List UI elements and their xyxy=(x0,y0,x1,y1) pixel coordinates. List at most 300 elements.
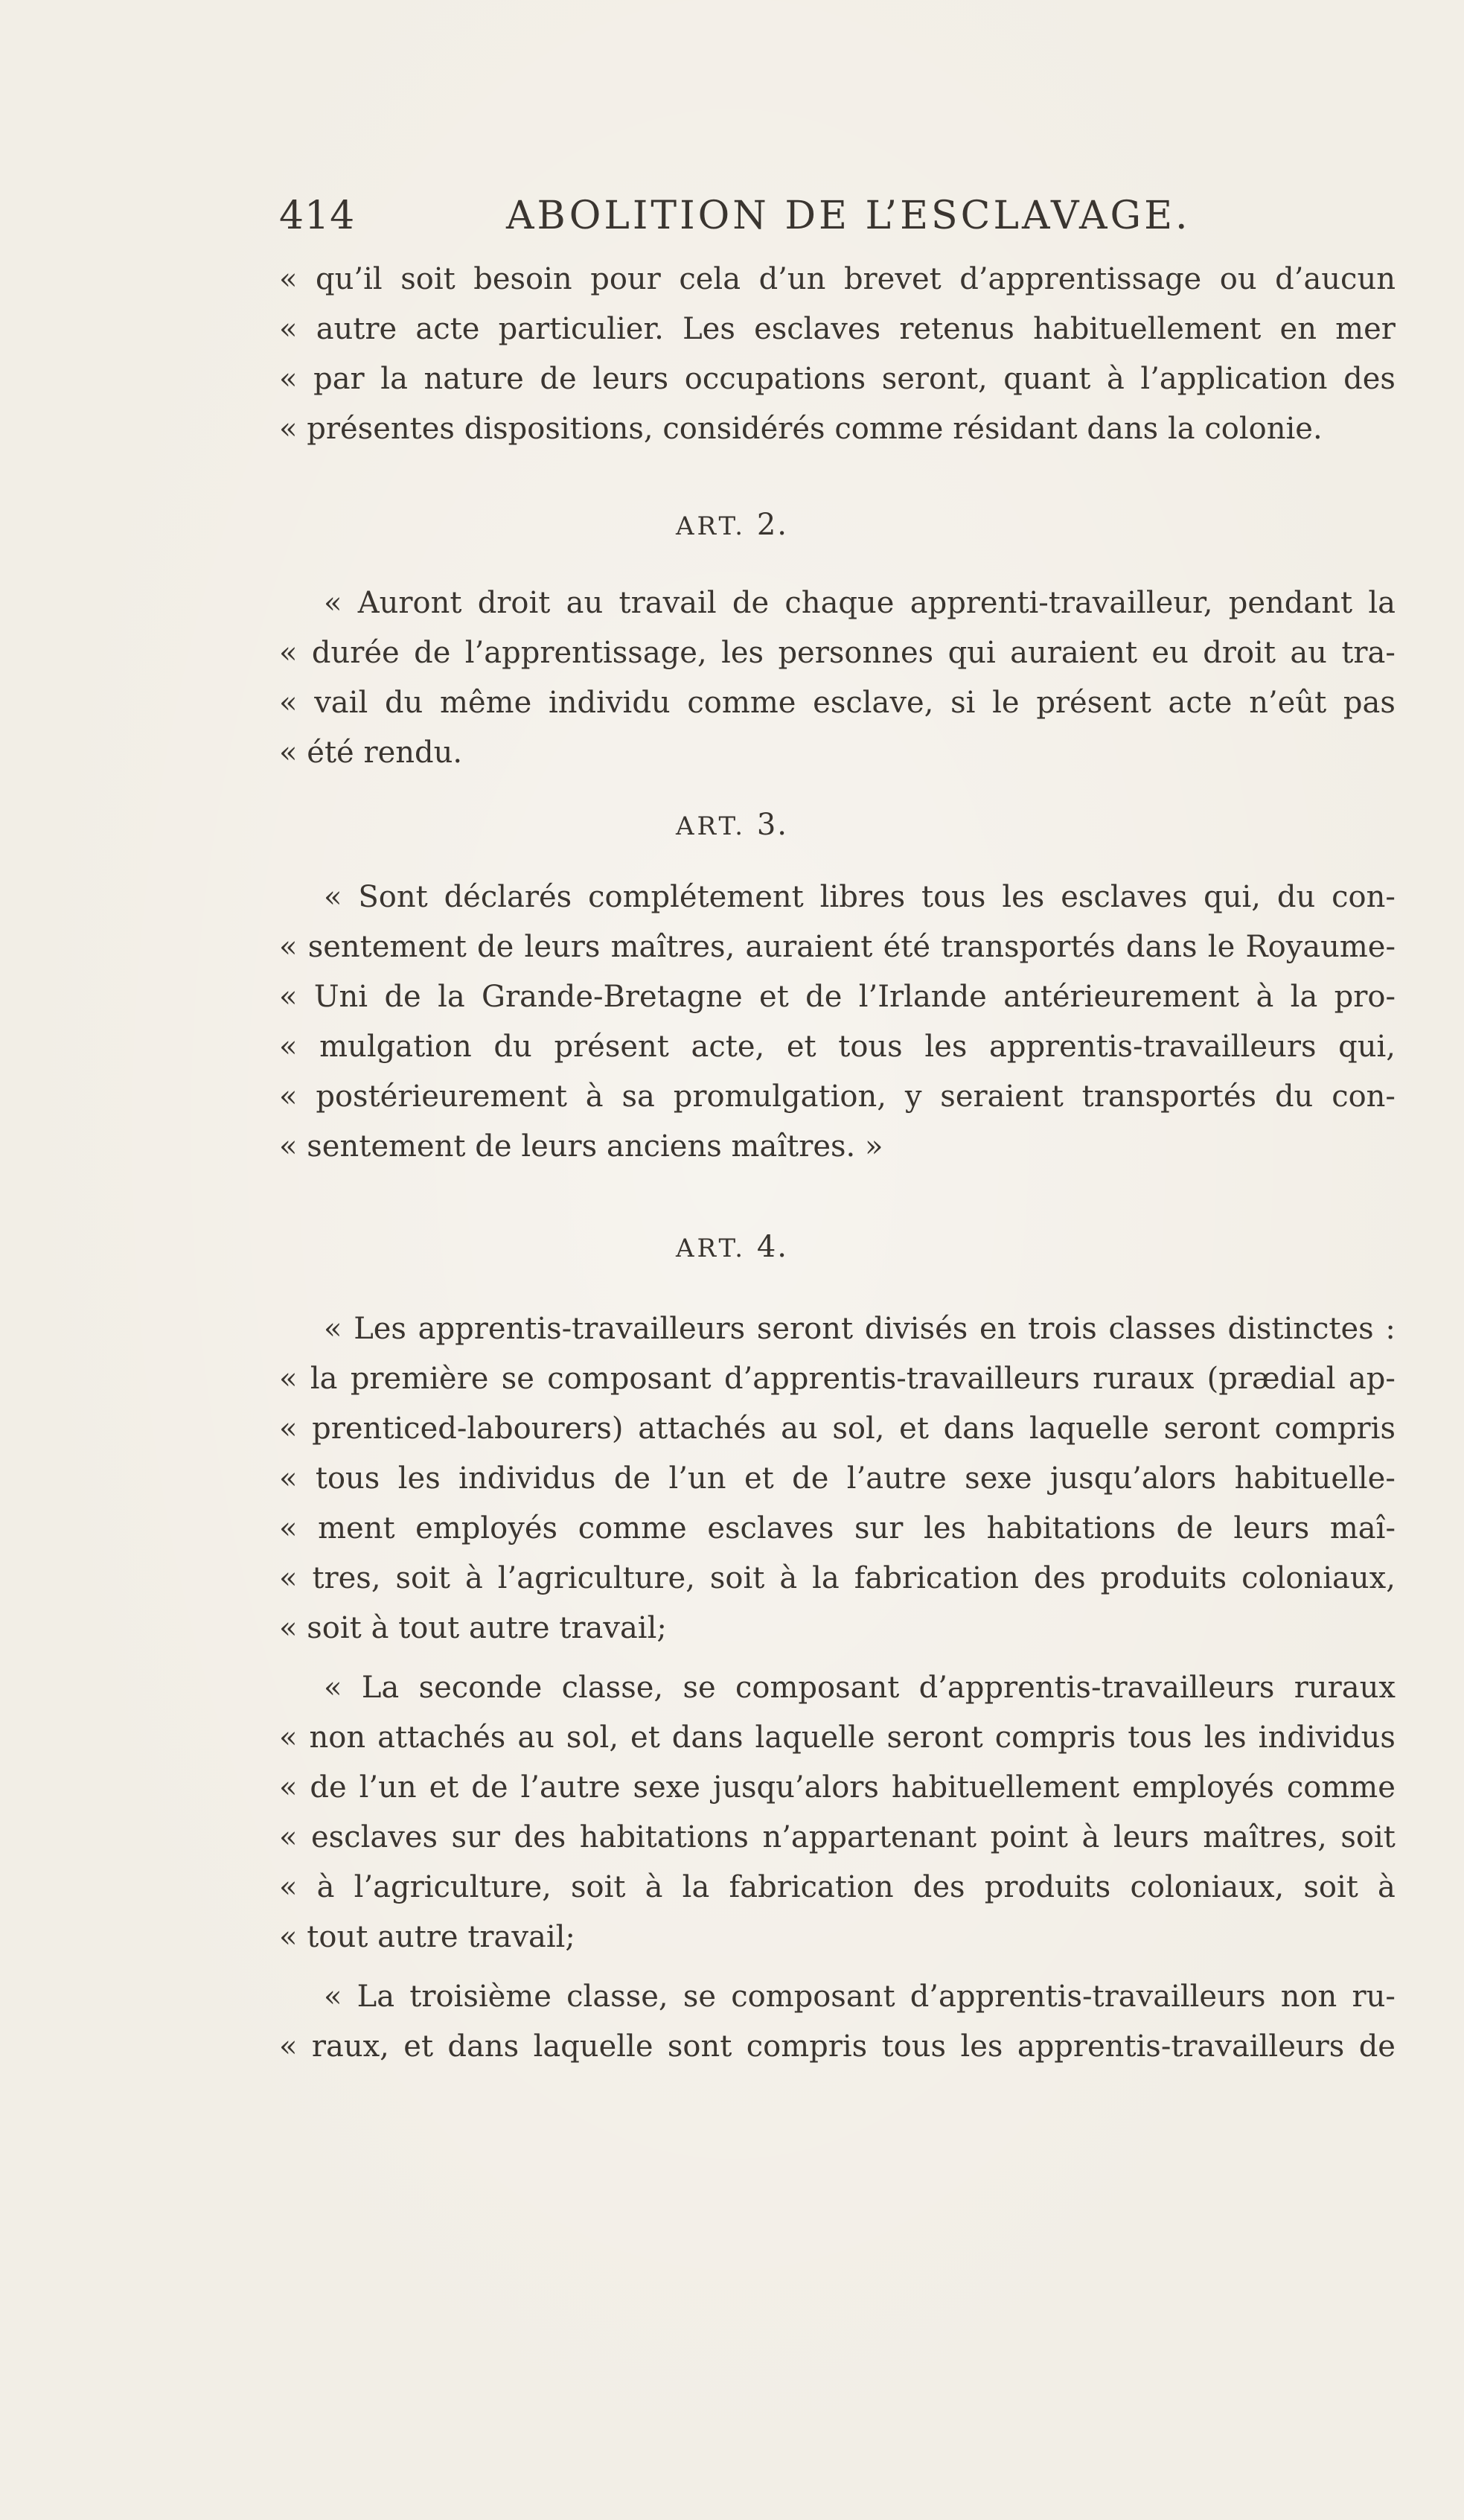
word: y xyxy=(904,1079,922,1114)
word: et xyxy=(744,1461,774,1496)
word: autre xyxy=(316,312,397,346)
article-heading xyxy=(0,506,1464,545)
word: « xyxy=(279,1720,298,1755)
word: con- xyxy=(1332,1079,1396,1114)
word: autre xyxy=(469,1611,550,1645)
word: pour xyxy=(590,262,661,296)
word: travail; xyxy=(467,1920,575,1954)
word: dans xyxy=(447,2029,520,2064)
word: de xyxy=(1176,1511,1213,1546)
running-title: ABOLITION DE L’ESCLAVAGE. xyxy=(506,194,1191,238)
word: anciens xyxy=(606,1129,722,1164)
word: autre xyxy=(377,1920,458,1954)
article-heading xyxy=(0,1228,1464,1267)
word: de xyxy=(477,930,514,964)
word: complétement xyxy=(588,880,804,914)
body-line xyxy=(279,1456,1396,1501)
word: leurs xyxy=(592,362,669,396)
word: déclarés xyxy=(444,880,572,914)
word: « xyxy=(279,1820,298,1854)
word: maîtres. xyxy=(731,1129,856,1164)
article-label: ART. xyxy=(675,811,747,841)
word: esclaves xyxy=(707,1511,834,1546)
word: maî- xyxy=(1329,1511,1396,1546)
body-line xyxy=(324,1974,1396,2019)
word: au xyxy=(566,586,604,620)
word: Les xyxy=(354,1312,406,1346)
word: se xyxy=(501,1362,534,1396)
word: la xyxy=(1368,586,1396,620)
word: présent xyxy=(1036,686,1151,720)
word: d’apprentis-travailleurs xyxy=(723,1362,1080,1396)
word: non xyxy=(1280,1980,1337,2014)
word: qui, xyxy=(1204,880,1262,914)
word: « xyxy=(279,1920,298,1954)
word: composant xyxy=(735,1671,900,1705)
word: la xyxy=(310,1362,338,1396)
word: individus xyxy=(458,1461,596,1496)
word: la xyxy=(1290,980,1318,1014)
word: de xyxy=(471,1770,508,1805)
word: sur xyxy=(451,1820,500,1854)
word: à xyxy=(1256,980,1274,1014)
word: « xyxy=(279,736,298,770)
word: « xyxy=(279,686,298,720)
word: individu xyxy=(548,686,671,720)
word: « xyxy=(279,980,298,1014)
word: apprenti-travailleur, xyxy=(910,586,1213,620)
word: auraient xyxy=(1010,636,1138,670)
word: des xyxy=(1033,1561,1086,1595)
word: la xyxy=(682,1870,710,1904)
word: nature xyxy=(423,362,524,396)
word: « xyxy=(279,1611,298,1645)
body-line xyxy=(279,631,1396,675)
word: dans xyxy=(671,1720,744,1755)
word: classes xyxy=(1108,1312,1216,1346)
word: La xyxy=(361,1671,400,1705)
word: esclaves xyxy=(1061,880,1188,914)
word: habituelle- xyxy=(1234,1461,1396,1496)
word: divisés xyxy=(864,1312,968,1346)
word: attachés xyxy=(377,1720,506,1755)
word: les xyxy=(1002,880,1045,914)
word: compris xyxy=(1274,1411,1396,1446)
word: cela xyxy=(679,262,741,296)
word: la xyxy=(438,980,465,1014)
article-label: ART. xyxy=(675,1234,747,1263)
word: acte, xyxy=(691,1030,765,1064)
word: si xyxy=(950,686,976,720)
word: (prædial xyxy=(1206,1362,1336,1396)
body-line xyxy=(279,1915,1396,1959)
word: du xyxy=(1274,1079,1314,1114)
word: l’autre xyxy=(846,1461,947,1496)
word: « xyxy=(279,1079,298,1114)
word: fabrication xyxy=(729,1870,894,1904)
word: esclave, xyxy=(813,686,934,720)
word: particulier. xyxy=(498,312,664,346)
word: en xyxy=(979,1312,1017,1346)
word: les xyxy=(397,1461,441,1496)
word: tres, xyxy=(312,1561,381,1595)
word: sol, xyxy=(566,1720,619,1755)
word: leurs xyxy=(1233,1511,1310,1546)
word: coloniaux, xyxy=(1241,1561,1396,1595)
word: « xyxy=(279,262,298,296)
word: présent xyxy=(554,1030,669,1064)
word: d’apprentissage xyxy=(959,262,1202,296)
body-line xyxy=(279,1765,1396,1810)
word: habitations xyxy=(579,1820,749,1854)
word: « xyxy=(279,412,298,446)
word: l’agriculture, xyxy=(497,1561,695,1595)
word: sont xyxy=(667,2029,732,2064)
body-line xyxy=(324,1307,1396,1351)
word: « xyxy=(279,2029,298,2064)
word: esclaves xyxy=(754,312,881,346)
word: de xyxy=(310,1770,347,1805)
body-line xyxy=(279,2024,1396,2069)
word: la xyxy=(380,362,408,396)
word: sa xyxy=(621,1079,655,1114)
word: de xyxy=(732,586,770,620)
word: soit xyxy=(1340,1820,1396,1854)
body-line xyxy=(279,406,1396,451)
article-number: 2. xyxy=(756,508,789,542)
word: compris xyxy=(746,2029,868,2064)
word: tout xyxy=(307,1920,368,1954)
word: sentement xyxy=(307,930,467,964)
body-line xyxy=(279,730,1396,775)
word: soit xyxy=(395,1561,450,1595)
word: « xyxy=(279,312,298,346)
article-number: 3. xyxy=(756,808,789,842)
word: produits xyxy=(984,1870,1111,1904)
word: d’un xyxy=(758,262,826,296)
word: tous xyxy=(315,1461,380,1496)
word: dans xyxy=(1087,412,1159,446)
word: laquelle xyxy=(755,1720,875,1755)
word: travail xyxy=(618,586,717,620)
word: l’agriculture, xyxy=(354,1870,552,1904)
word: de xyxy=(613,1461,651,1496)
word: les xyxy=(721,636,764,670)
word: « xyxy=(324,1671,342,1705)
word: l’un xyxy=(668,1461,726,1496)
word: pendant xyxy=(1228,586,1353,620)
word: Auront xyxy=(357,586,462,620)
word: « xyxy=(324,586,342,620)
word: durée xyxy=(311,636,400,670)
word: tous xyxy=(838,1030,903,1064)
word: Les xyxy=(683,312,735,346)
word: et xyxy=(630,1720,660,1755)
word: : xyxy=(1385,1312,1396,1346)
word: apprentis-travailleurs xyxy=(418,1312,746,1346)
word: « xyxy=(279,1770,298,1805)
word: n’appartenant xyxy=(762,1820,977,1854)
word: qui, xyxy=(1338,1030,1396,1064)
word: raux, xyxy=(311,2029,389,2064)
word: résidant xyxy=(953,412,1078,446)
word: La xyxy=(357,1980,395,2014)
body-line xyxy=(279,1715,1396,1760)
word: acte xyxy=(415,312,480,346)
word: « xyxy=(279,1870,298,1904)
word: seront xyxy=(886,1720,983,1755)
word: promulgation, xyxy=(673,1079,886,1114)
word: seront, xyxy=(881,362,988,396)
body-line xyxy=(279,1124,1396,1169)
word: soit xyxy=(571,1870,626,1904)
article-label: ART. xyxy=(675,511,747,541)
word: « xyxy=(324,1312,342,1346)
word: « xyxy=(279,1362,298,1396)
word: « xyxy=(279,1461,298,1496)
word: classe, xyxy=(561,1671,664,1705)
word: et xyxy=(403,2029,434,2064)
word: travail; xyxy=(559,1611,667,1645)
word: le xyxy=(992,686,1020,720)
word: ou xyxy=(1219,262,1257,296)
word: les xyxy=(960,2029,1003,2064)
word: seront xyxy=(1163,1411,1260,1446)
word: habituellement xyxy=(891,1770,1120,1805)
word: sol, xyxy=(832,1411,885,1446)
word: Sont xyxy=(358,880,428,914)
body-line xyxy=(279,1815,1396,1860)
word: dans xyxy=(1125,930,1198,964)
word: brevet xyxy=(843,262,942,296)
word: les xyxy=(1204,1720,1247,1755)
word: du xyxy=(1276,880,1316,914)
word: qui xyxy=(947,636,996,670)
word: le xyxy=(1207,930,1236,964)
word: à xyxy=(316,1870,335,1904)
word: « xyxy=(279,930,298,964)
word: colonie. xyxy=(1204,412,1323,446)
word: de xyxy=(792,1461,829,1496)
word: comme xyxy=(687,686,796,720)
word: soit xyxy=(307,1611,362,1645)
word: à xyxy=(371,1611,389,1645)
word: comme xyxy=(1286,1770,1396,1805)
word: du xyxy=(384,686,423,720)
word: mulgation xyxy=(319,1030,472,1064)
word: occupations xyxy=(684,362,866,396)
article-number: 4. xyxy=(756,1230,789,1264)
word: pro- xyxy=(1334,980,1396,1014)
word: de xyxy=(414,636,451,670)
body-line xyxy=(279,1556,1396,1601)
word: apprentis-travailleurs xyxy=(1017,2029,1345,2064)
word: » xyxy=(865,1129,883,1164)
word: sur xyxy=(854,1511,904,1546)
body-line xyxy=(324,581,1396,625)
word: ru- xyxy=(1352,1980,1396,2014)
word: antérieurement xyxy=(1003,980,1240,1014)
body-line xyxy=(279,1865,1396,1910)
word: employés xyxy=(415,1511,558,1546)
word: troisième xyxy=(409,1980,552,2014)
word: l’autre xyxy=(520,1770,621,1805)
word: ruraux xyxy=(1294,1671,1396,1705)
word: trois xyxy=(1028,1312,1097,1346)
word: seront xyxy=(756,1312,854,1346)
word: été xyxy=(883,930,931,964)
word: laquelle xyxy=(1029,1411,1149,1446)
word: de xyxy=(540,362,577,396)
word: des xyxy=(1343,362,1396,396)
word: du xyxy=(493,1030,532,1064)
word: classe, xyxy=(566,1980,668,2014)
word: personnes xyxy=(778,636,934,670)
word: à xyxy=(1378,1870,1396,1904)
word: « xyxy=(324,1980,342,2014)
word: au xyxy=(1290,636,1327,670)
word: « xyxy=(279,636,298,670)
word: tout xyxy=(398,1611,460,1645)
body-line xyxy=(279,1606,1396,1650)
word: « xyxy=(279,1030,298,1064)
word: par xyxy=(313,362,365,396)
body-line xyxy=(279,1024,1396,1069)
body-line xyxy=(279,974,1396,1019)
word: attachés xyxy=(638,1411,767,1446)
word: tous xyxy=(921,880,986,914)
word: tous xyxy=(881,2029,947,2064)
word: soit xyxy=(709,1561,765,1595)
word: considérés xyxy=(662,412,825,446)
word: « xyxy=(324,880,342,914)
word: compris xyxy=(994,1720,1116,1755)
word: comme xyxy=(578,1511,687,1546)
word: individus xyxy=(1258,1720,1396,1755)
word: les xyxy=(924,1030,968,1064)
word: sentement xyxy=(307,1129,466,1164)
word: libres xyxy=(819,880,906,914)
word: dispositions, xyxy=(464,412,653,446)
word: postérieurement xyxy=(316,1079,567,1114)
word: « xyxy=(279,1511,298,1546)
word: besoin xyxy=(473,262,572,296)
word: habituellement xyxy=(1033,312,1262,346)
word: d’aucun xyxy=(1275,262,1396,296)
word: Uni xyxy=(313,980,368,1014)
word: maîtres, xyxy=(610,930,735,964)
word: point xyxy=(990,1820,1068,1854)
word: leurs xyxy=(1113,1820,1189,1854)
word: et xyxy=(759,980,789,1014)
word: été xyxy=(307,736,354,770)
word: laquelle xyxy=(533,2029,653,2064)
word: se xyxy=(683,1980,717,2014)
word: l’apprentissage, xyxy=(464,636,707,670)
word: droit xyxy=(1203,636,1276,670)
word: première xyxy=(350,1362,489,1396)
word: chaque xyxy=(784,586,895,620)
word: qu’il xyxy=(316,262,383,296)
page-header xyxy=(279,190,1284,242)
word: sexe xyxy=(633,1770,700,1805)
word: acte xyxy=(1168,686,1233,720)
body-line xyxy=(279,680,1396,725)
word: mer xyxy=(1335,312,1396,346)
word: tra- xyxy=(1341,636,1396,670)
body-line xyxy=(279,1406,1396,1451)
body-line xyxy=(279,307,1396,351)
word: jusqu’alors xyxy=(1050,1461,1217,1496)
body-line xyxy=(279,925,1396,969)
word: eu xyxy=(1151,636,1189,670)
word: et xyxy=(899,1411,929,1446)
word: transportés xyxy=(1081,1079,1257,1114)
word: et xyxy=(429,1770,459,1805)
word: composant xyxy=(547,1362,712,1396)
word: en xyxy=(1279,312,1317,346)
word: Royaume- xyxy=(1245,930,1396,964)
word: « xyxy=(279,1411,298,1446)
word: pas xyxy=(1343,686,1396,720)
page-number: 414 xyxy=(279,194,356,238)
word: tous xyxy=(1128,1720,1192,1755)
word: seraient xyxy=(940,1079,1064,1114)
word: soit xyxy=(400,262,455,296)
word: des xyxy=(514,1820,566,1854)
word: prenticed-labourers) xyxy=(312,1411,624,1446)
body-line xyxy=(279,357,1396,401)
word: leurs xyxy=(521,1129,598,1164)
word: l’application xyxy=(1140,362,1328,396)
body-line xyxy=(324,875,1396,919)
word: l’un xyxy=(359,1770,417,1805)
word: auraient xyxy=(745,930,873,964)
word: rendu. xyxy=(363,736,463,770)
word: ap- xyxy=(1348,1362,1396,1396)
word: « xyxy=(279,1561,298,1595)
word: à xyxy=(1106,362,1125,396)
word: au xyxy=(517,1720,554,1755)
word: coloniaux, xyxy=(1130,1870,1285,1904)
body-line xyxy=(279,1506,1396,1551)
word: fabrication xyxy=(854,1561,1019,1595)
word: l’Irlande xyxy=(858,980,987,1014)
word: la xyxy=(812,1561,840,1595)
word: transportés xyxy=(941,930,1116,964)
word: soit xyxy=(1303,1870,1358,1904)
word: distinctes xyxy=(1227,1312,1374,1346)
word: jusqu’alors xyxy=(712,1770,879,1805)
word: produits xyxy=(1100,1561,1227,1595)
word: non xyxy=(309,1720,366,1755)
word: esclaves xyxy=(310,1820,438,1854)
body-line xyxy=(279,1074,1396,1119)
word: seconde xyxy=(418,1671,543,1705)
word: employés xyxy=(1132,1770,1274,1805)
word: apprentis-travailleurs xyxy=(989,1030,1317,1064)
word: vail xyxy=(314,686,368,720)
word: de xyxy=(475,1129,512,1164)
word: d’apprentis-travailleurs xyxy=(918,1671,1275,1705)
word: se xyxy=(683,1671,716,1705)
word: à xyxy=(464,1561,483,1595)
body-line xyxy=(279,1356,1396,1401)
word: Grande-Bretagne xyxy=(482,980,743,1014)
word: au xyxy=(781,1411,818,1446)
word: con- xyxy=(1332,880,1396,914)
word: des xyxy=(912,1870,965,1904)
